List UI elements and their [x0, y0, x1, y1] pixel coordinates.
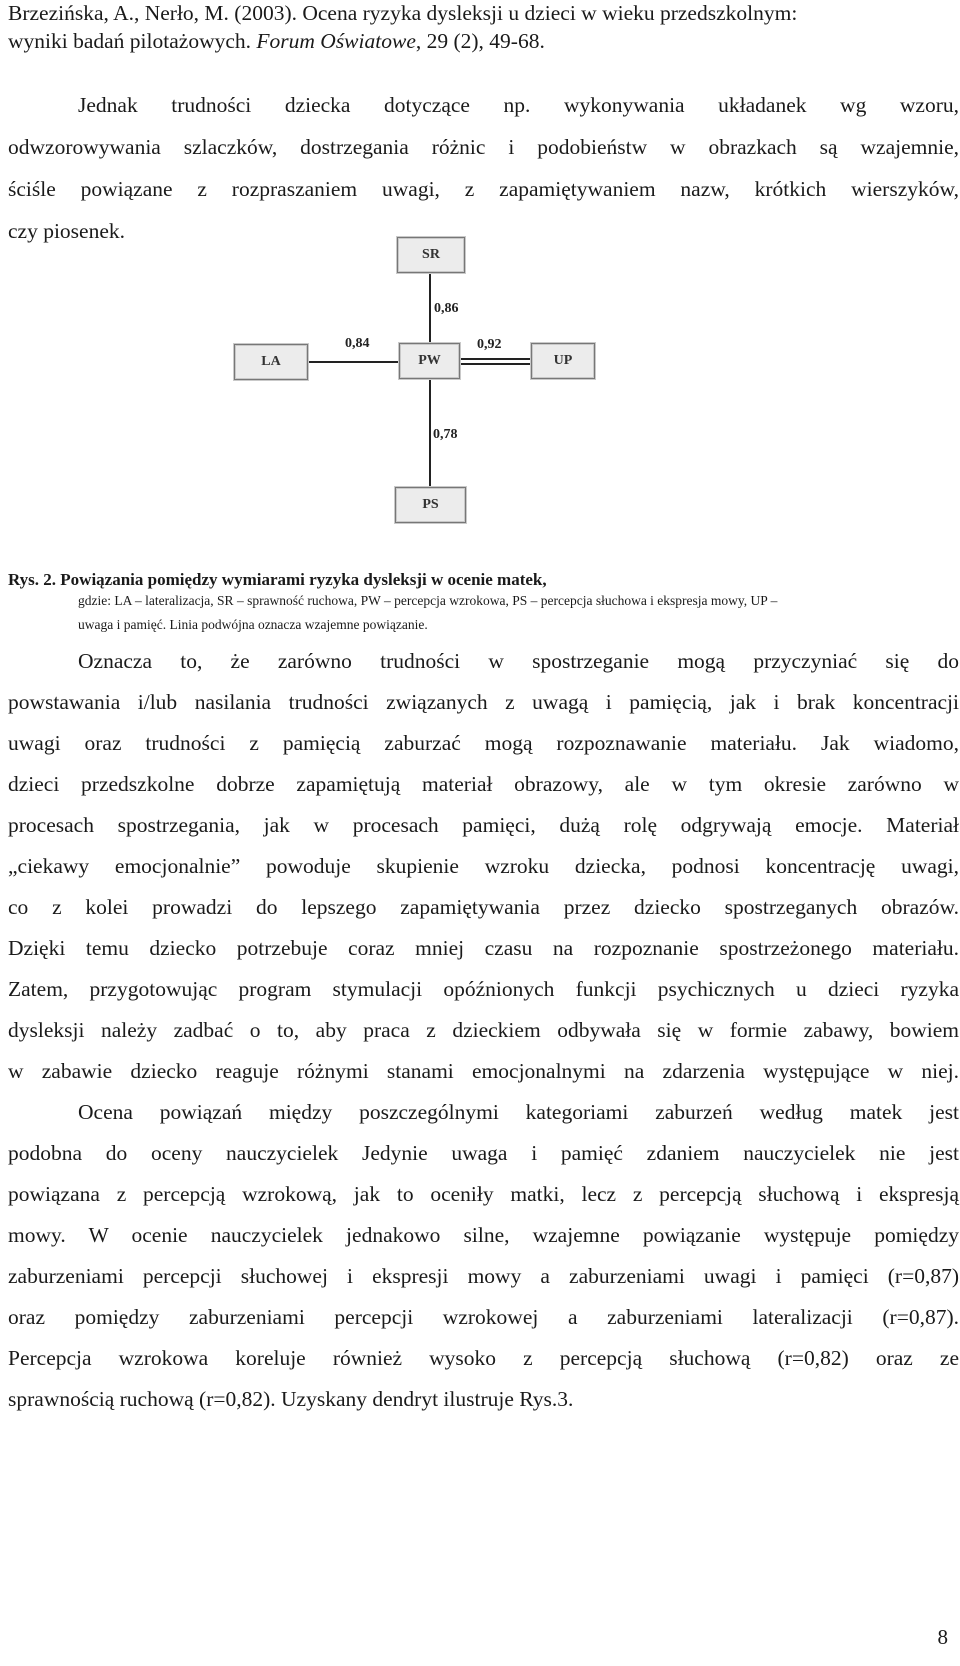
body-line: co z kolei prowadzi do lepszego zapamiętywania przez dziecko spostrzeganych obrazów. — [8, 895, 959, 919]
intro-line: odwzorowywania szlaczków, dostrzegania różnic i podobieństw w obrazkach są wzajemnie, — [8, 135, 959, 159]
body-line: mowy. W ocenie nauczycielek jednakowo silne, wzajemne powiązanie występuje pomiędzy — [8, 1223, 959, 1247]
node-la: LA — [233, 343, 309, 381]
reference-line-2 — [8, 28, 959, 54]
body-line: Dzięki temu dziecko potrzebuje coraz mniej czasu na rozpoznanie spostrzeżonego materiału. — [8, 936, 959, 960]
node-sr: SR — [396, 236, 466, 274]
body-line: dysleksji należy zadbać o to, aby praca z dzieckiem odbywała się w formie zabawy, bowiem — [8, 1018, 959, 1042]
body-line: powiązana z percepcją wzrokową, jak to oceniły matki, lecz z percepcją słuchową i ekspresją — [8, 1182, 959, 1206]
body-line: oraz pomiędzy zaburzeniami percepcji wzrokowej a zaburzeniami lateralizacji (r=0,87). — [8, 1305, 959, 1329]
coefficient-pw-ps: 0,78 — [433, 427, 458, 442]
edge-pw-up-line-1 — [458, 358, 532, 360]
reference-suffix: , 29 (2), 49-68. — [415, 29, 545, 53]
reference-prefix: wyniki badań pilotażowych. — [8, 29, 257, 53]
body-line: Oznacza to, że zarówno trudności w spostrzeganie mogą przyczyniać się do — [78, 649, 959, 673]
coefficient-la-pw: 0,84 — [345, 336, 370, 351]
body-line: Ocena powiązań między poszczególnymi kategoriami zaburzeń według matek jest — [78, 1100, 959, 1124]
body-line: sprawnością ruchową (r=0,82). Uzyskany dendryt ilustruje Rys.3. — [8, 1387, 574, 1411]
intro-line: Jednak trudności dziecka dotyczące np. wykonywania układanek wg wzoru, — [78, 93, 959, 117]
body-line: dzieci przedszkolne dobrze zapamiętują materiał obrazowy, ale w tym okresie zarówno w — [8, 772, 959, 796]
journal-name: Forum Oświatowe — [256, 29, 416, 53]
figure-caption-note: uwaga i pamięć. Linia podwójna oznacza wzajemne powiązanie. — [78, 617, 428, 632]
edge-pw-up-line-2 — [458, 363, 532, 365]
page-number: 8 — [937, 1625, 948, 1649]
node-pw: PW — [398, 342, 461, 380]
body-line: w zabawie dziecko reaguje różnymi stanami emocjonalnymi na zdarzenia występujące w niej. — [8, 1059, 959, 1083]
figure-caption-title: Rys. 2. Powiązania pomiędzy wymiarami ryzyka dysleksji w ocenie matek, — [8, 570, 547, 589]
body-line: zaburzeniami percepcji słuchowej i ekspresji mowy a zaburzeniami uwagi i pamięci (r=0,87) — [8, 1264, 959, 1288]
body-line: Zatem, przygotowując program stymulacji opóźnionych funkcji psychicznych u dzieci ryzyka — [8, 977, 959, 1001]
body-line: Percepcja wzrokowa koreluje również wysoko z percepcją słuchową (r=0,82) oraz ze — [8, 1346, 959, 1370]
node-ps: PS — [394, 486, 467, 524]
body-line: powstawania i/lub nasilania trudności związanych z uwagą i pamięcią, jak i brak koncentracji — [8, 690, 959, 714]
coefficient-pw-up: 0,92 — [477, 337, 502, 352]
reference-line-1: Brzezińska, A., Nerło, M. (2003). Ocena ryzyka dysleksji u dzieci w wieku przedszkolnym: — [8, 1, 798, 25]
intro-line: ściśle powiązane z rozpraszaniem uwagi, z zapamiętywaniem nazw, krótkich wierszyków, — [8, 177, 959, 201]
edge-la-pw — [309, 361, 402, 363]
body-line: „ciekawy emocjonalnie” powoduje skupienie wzroku dziecka, podnosi koncentrację uwagi, — [8, 854, 959, 878]
intro-line: czy piosenek. — [8, 219, 126, 243]
node-up: UP — [530, 342, 596, 380]
body-line: podobna do oceny nauczycielek Jedynie uwaga i pamięć zdaniem nauczycielek nie jest — [8, 1141, 959, 1165]
coefficient-sr-pw: 0,86 — [434, 301, 459, 316]
body-line: uwagi oraz trudności z pamięcią zaburzać mogą rozpoznawanie materiału. Jak wiadomo, — [8, 731, 959, 755]
figure-caption-note: gdzie: LA – lateralizacja, SR – sprawność ruchowa, PW – percepcja wzrokowa, PS – percepcja słuchowa i ekspresja mowy, UP – — [78, 593, 778, 608]
edge-sr-pw — [429, 273, 431, 343]
body-line: procesach spostrzegania, jak w procesach pamięci, dużą rolę odgrywają emocje. Materiał — [8, 813, 959, 837]
edge-pw-ps — [429, 380, 431, 488]
